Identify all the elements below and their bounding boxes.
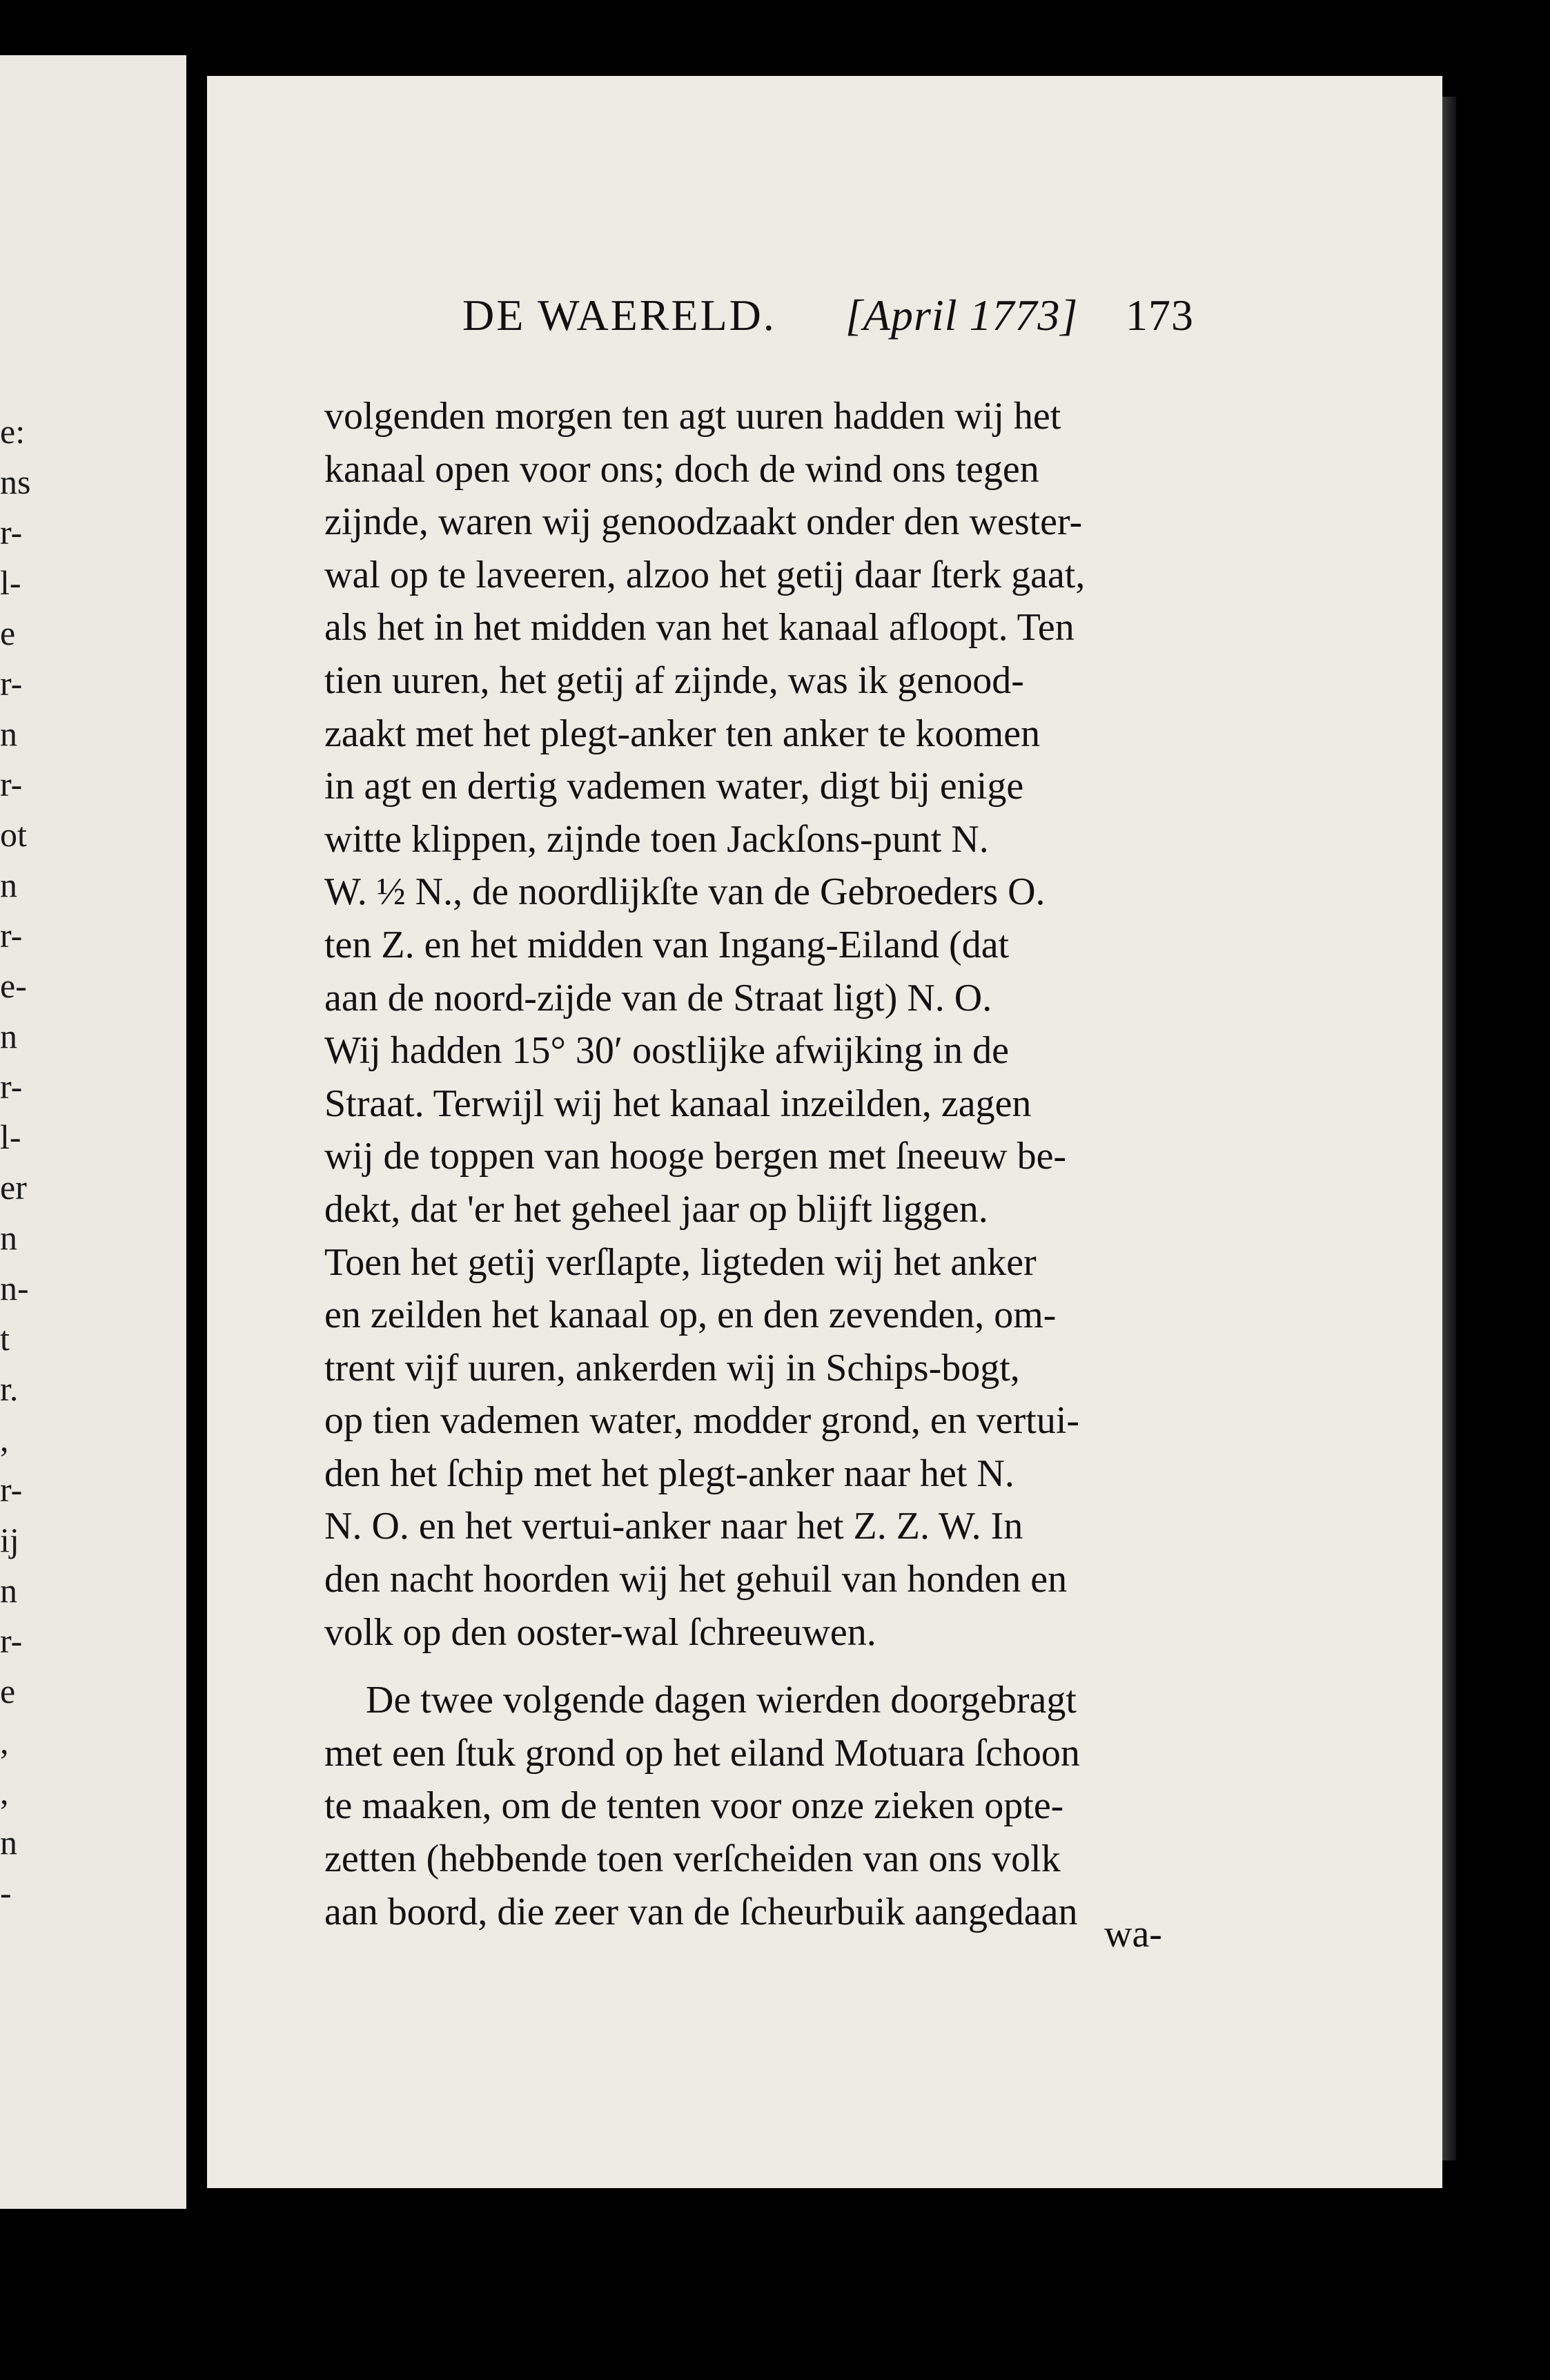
text-line: Toen het getij verſlapte, ligteden wij het anker bbox=[324, 1240, 1037, 1284]
facing-page-fragment: n- bbox=[0, 1269, 29, 1307]
facing-page-fragment: r- bbox=[0, 916, 23, 955]
facing-page-fragment: l- bbox=[0, 1118, 21, 1156]
text-line: Wij hadden 15° 30′ oostlijke afwijking in de bbox=[324, 1029, 1010, 1073]
running-head-date: [April 1773] bbox=[845, 291, 1079, 340]
text-line: aan boord, die zeer van de ſcheurbuik aangedaan bbox=[324, 1890, 1078, 1933]
catchword: wa- bbox=[1104, 1913, 1162, 1955]
text-line: tien uuren, het getij af zijnde, was ik genood- bbox=[324, 659, 1024, 702]
text-line: den nacht hoorden wij het gehuil van honden en bbox=[324, 1558, 1068, 1601]
text-line: zijnde, waren wij genoodzaakt onder den wester- bbox=[324, 500, 1083, 544]
text-line: wij de toppen van hooge bergen met ſneeuw be- bbox=[324, 1135, 1067, 1178]
facing-page-fragment: r. bbox=[0, 1369, 19, 1408]
text-line: volk op den ooster-wal ſchreeuwen. bbox=[324, 1610, 876, 1654]
facing-page-fragment: er bbox=[0, 1168, 27, 1207]
text-line: zaakt met het plegt-anker ten anker te koomen bbox=[324, 712, 1041, 755]
text-line: wal op te laveeren, alzoo het getij daar ſterk gaat, bbox=[324, 553, 1086, 596]
text-line: witte klippen, zijnde toen Jackſons-punt N. bbox=[324, 817, 989, 861]
paragraph-1 bbox=[324, 390, 1190, 1659]
facing-page-fragment: n bbox=[0, 714, 17, 753]
facing-page-fragment: e bbox=[0, 614, 16, 652]
facing-page-fragment: , bbox=[0, 1722, 9, 1761]
running-head bbox=[462, 290, 1194, 352]
text-line: als het in het midden van het kanaal afloopt. Ten bbox=[324, 606, 1075, 650]
facing-page-fragment: , bbox=[0, 1773, 9, 1811]
book-gutter bbox=[186, 0, 207, 2380]
text-line: trent vijf uuren, ankerden wij in Schips-bogt, bbox=[324, 1346, 1020, 1389]
text-line: met een ſtuk grond op het eiland Motuara ſchoon bbox=[324, 1731, 1080, 1775]
text-line: aan de noord-zijde van de Straat ligt) N. O. bbox=[324, 976, 992, 1020]
text-line: dekt, dat 'er het geheel jaar op blijft liggen. bbox=[324, 1187, 988, 1231]
facing-page-fragment: r- bbox=[0, 513, 23, 552]
facing-page-fragment: t bbox=[0, 1319, 10, 1358]
text-line: De twee volgende dagen wierden doorgebragt bbox=[366, 1679, 1077, 1722]
facing-page-fragment: , bbox=[0, 1420, 9, 1459]
facing-page-fragment: n bbox=[0, 1571, 17, 1610]
text-line: te maaken, om de tenten voor onze zieken opte- bbox=[324, 1784, 1064, 1828]
text-line: kanaal open voor ons; doch de wind ons tegen bbox=[324, 447, 1039, 491]
facing-page-fragment: ij bbox=[0, 1521, 19, 1559]
facing-page-fragment: e bbox=[0, 1672, 16, 1710]
facing-page-fragment: e- bbox=[0, 966, 27, 1005]
text-line: W. ½ N., de noordlijkſte van de Gebroeders O. bbox=[324, 870, 1046, 914]
text-line: N. O. en het vertui-anker naar het Z. Z. W. In bbox=[324, 1505, 1023, 1548]
text-line: Straat. Terwijl wij het kanaal inzeilden, zagen bbox=[324, 1082, 1032, 1125]
text-line: volgenden morgen ten agt uuren hadden wij het bbox=[324, 395, 1061, 438]
page-body-text bbox=[324, 390, 1190, 1938]
facing-page-fragment: - bbox=[0, 1873, 12, 1912]
facing-page-fragment: r- bbox=[0, 1621, 23, 1660]
facing-page-fragment: r- bbox=[0, 664, 23, 703]
facing-page-fragment: n bbox=[0, 1017, 17, 1055]
facing-page-fragment: n bbox=[0, 866, 17, 904]
text-line: en zeilden het kanaal op, en den zevenden, om- bbox=[324, 1294, 1057, 1337]
text-line: in agt en dertig vademen water, digt bij enige bbox=[324, 765, 1024, 808]
facing-page-fragment: r- bbox=[0, 765, 23, 803]
facing-page-fragment: e: bbox=[0, 412, 26, 451]
running-head-title: DE WAERELD. bbox=[462, 291, 776, 340]
facing-page-fragment: n bbox=[0, 1218, 17, 1257]
facing-page-fragment: n bbox=[0, 1823, 17, 1862]
facing-page-fragment: ot bbox=[0, 815, 27, 854]
text-line: den het ſchip met het plegt-anker naar het N. bbox=[324, 1452, 1014, 1495]
text-line: ten Z. en het midden van Ingang-Eiland (dat bbox=[324, 923, 1010, 966]
facing-page-fragment: r- bbox=[0, 1067, 23, 1106]
page-edge-shadow bbox=[1442, 97, 1456, 2160]
text-line: op tien vademen water, modder grond, en vertui- bbox=[324, 1399, 1080, 1443]
facing-page-fragment: r- bbox=[0, 1470, 23, 1509]
page-number: 173 bbox=[1126, 291, 1194, 340]
facing-page-fragment: l- bbox=[0, 563, 21, 602]
facing-page-edge bbox=[0, 55, 186, 2209]
paragraph-2 bbox=[324, 1674, 1190, 1938]
text-line: zetten (hebbende toen verſcheiden van ons volk bbox=[324, 1837, 1061, 1881]
facing-page-fragment: ns bbox=[0, 462, 31, 501]
